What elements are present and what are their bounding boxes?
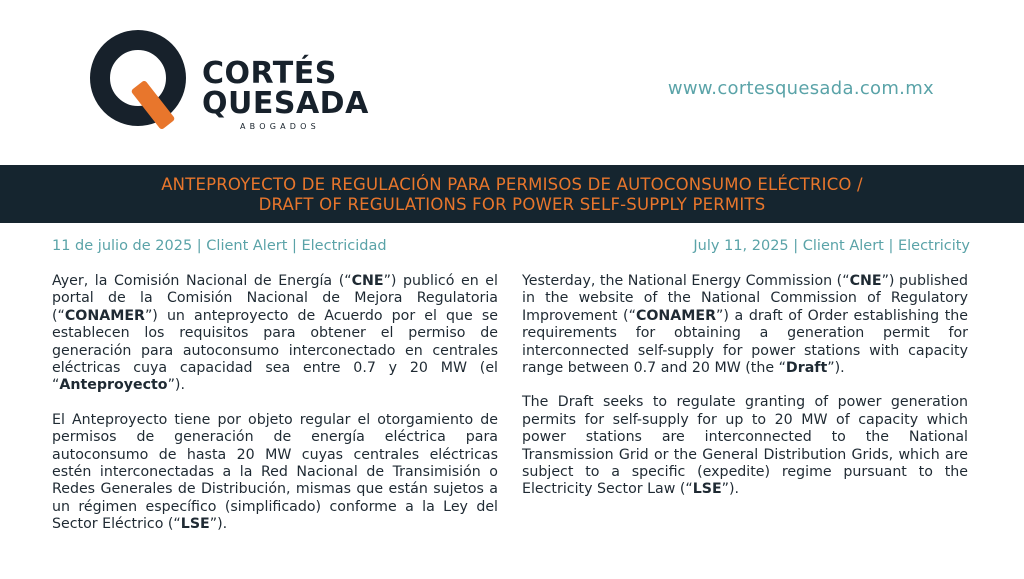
title-spanish: ANTEPROYECTO DE REGULACIÓN PARA PERMISOS DE AUTOCONSUMO ELÉCTRICO /	[161, 175, 863, 194]
english-column	[522, 273, 968, 516]
title-banner	[0, 165, 1024, 223]
title-english: DRAFT OF REGULATIONS FOR POWER SELF-SUPPLY PERMITS	[258, 195, 766, 214]
date-category-spanish: 11 de julio de 2025 | Client Alert | Electricidad	[52, 238, 387, 254]
header	[0, 0, 1024, 163]
spanish-paragraph-1: Ayer, la Comisión Nacional de Energía (“CNE”) publicó en el portal de la Comisión Nacional de Mejora Regulatoria (“CONAMER”) un anteproyecto de Acuerdo por el que se establecen los requisitos para obtener el permiso de generación para autoconsumo interconectado en centrales eléctricas cuya capacidad sea entre 0.7 y 20 MW (el “Anteproyecto”).	[52, 273, 498, 394]
company-logo	[88, 28, 369, 138]
logo-word-cortes: CORTÉS	[202, 56, 337, 91]
english-paragraph-2: The Draft seeks to regulate granting of power generation permits for self-supply for up to 20 MW of capacity which power stations are interconnected to the National Transmission Grid or the General Distribution Grids, which are subject to a specific (expedite) regime pursuant to the Electricity Sector Law (“LSE”).	[522, 394, 968, 498]
spanish-column	[52, 273, 498, 551]
website-link[interactable]: www.cortesquesada.com.mx	[667, 78, 934, 99]
q-logo-icon	[88, 28, 208, 138]
date-category-english: July 11, 2025 | Client Alert | Electricity	[693, 238, 970, 254]
spanish-paragraph-2: El Anteproyecto tiene por objeto regular el otorgamiento de permisos de generación de energía eléctrica para autoconsumo de hasta 20 MW cuyas centrales eléctricas estén interconectadas a la Red Nacional de Transimisión o Redes Generales de Distribución, mismas que están sujetos a un régimen específico (simplificado) conforme a la Ley del Sector Eléctrico (“LSE”).	[52, 411, 498, 533]
logo-subtitle: ABOGADOS	[240, 122, 320, 131]
english-paragraph-1: Yesterday, the National Energy Commission (“CNE”) published in the website of the National Commission of Regulatory Improvement (“CONAMER”) a draft of Order establishing the requirements for obtaining a generation permit for interconnected self-supply for power stations with capacity range between 0.7 and 20 MW (the “Draft”).	[522, 273, 969, 377]
logo-word-quesada: QUESADA	[202, 86, 369, 121]
